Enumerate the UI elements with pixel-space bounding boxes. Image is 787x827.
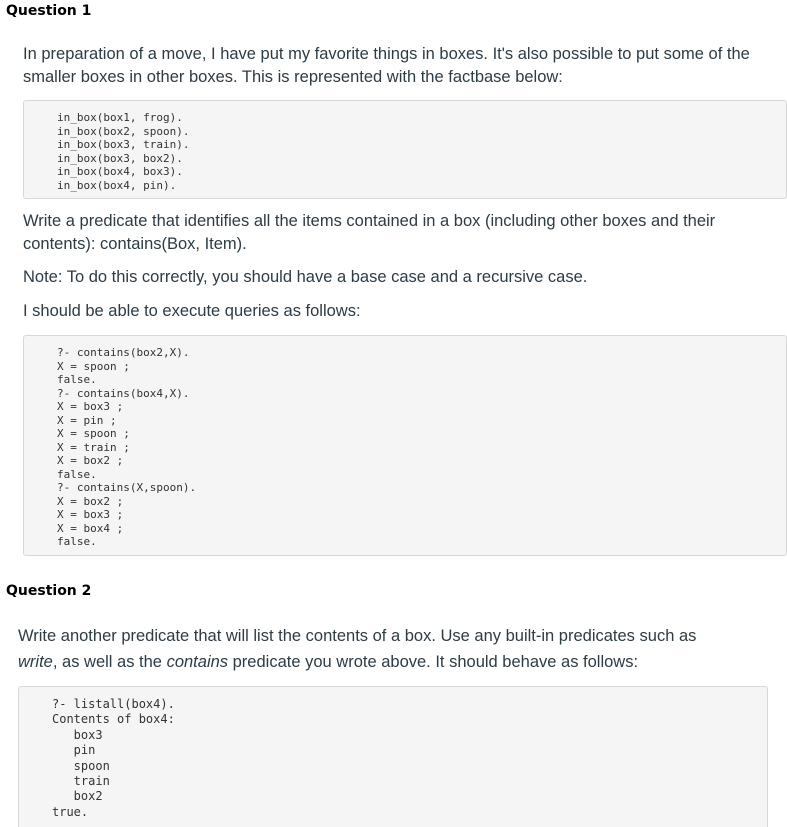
code-line: X = box3 ; <box>57 508 124 521</box>
question-2-intro-text: predicate you wrote above. It should behave as follows: <box>228 653 639 671</box>
question-1-note: Note: To do this correctly, you should have a base case and a recursive case. <box>23 268 588 286</box>
question-1-intro: In preparation of a move, I have put my favorite things in boxes. It's also possible to put some of the smaller boxes in other boxes. This is represented with the factbase below: <box>23 45 750 86</box>
code-line: ?- contains(box4,X). <box>57 386 190 400</box>
question-1-query-intro: I should be able to execute queries as follows: <box>23 302 361 320</box>
question-1-heading: Question 1 <box>6 3 92 19</box>
listall-example-code-block <box>18 686 768 827</box>
code-line: X = train ; <box>57 440 130 454</box>
code-line: true. <box>52 804 89 819</box>
code-line: X = pin ; <box>57 413 117 427</box>
factbase-code <box>57 111 786 192</box>
code-line: X = box3 ; <box>57 400 124 413</box>
code-line: X = box2 ; <box>57 494 124 508</box>
code-line: Contents of box4: <box>52 712 175 727</box>
code-line: false. <box>57 467 97 481</box>
code-line: in_box(box3, train). <box>57 138 190 151</box>
code-line: X = spoon ; <box>57 427 130 440</box>
code-line: false. <box>57 373 97 386</box>
contains-predicate-name: contains <box>166 653 229 671</box>
question-2-intro <box>18 623 708 675</box>
code-line: false. <box>57 535 97 548</box>
code-line: in_box(box3, box2). <box>57 151 183 165</box>
question-2-intro-text: , as well as the <box>52 653 167 671</box>
code-line: in_box(box4, pin). <box>57 178 177 192</box>
code-line: box3 <box>52 727 103 742</box>
code-line: pin <box>52 743 96 758</box>
code-line: in_box(box2, spoon). <box>57 124 190 138</box>
code-line: train <box>52 774 110 789</box>
factbase-code-block <box>23 100 787 199</box>
code-line: ?- contains(X,spoon). <box>57 481 197 494</box>
code-line: ?- listall(box4). <box>52 697 175 711</box>
code-line: X = spoon ; <box>57 359 130 373</box>
question-2-heading: Question 2 <box>6 583 92 599</box>
code-line: in_box(box4, box3). <box>57 165 183 178</box>
code-line: spoon <box>52 758 110 773</box>
code-line: in_box(box1, frog). <box>57 111 183 124</box>
code-line: box2 <box>52 789 103 804</box>
question-1-task: Write a predicate that identifies all the items contained in a box (including other boxes and their contents): contains(Box, Item). <box>23 212 716 253</box>
listall-example-code <box>52 697 767 820</box>
query-examples-code-block <box>23 335 787 556</box>
code-line: X = box4 ; <box>57 521 124 535</box>
question-2-intro-text: Write another predicate that will list the contents of a box. Use any built-in predicates such as <box>18 627 697 645</box>
query-examples-code <box>57 346 786 549</box>
write-predicate-name: write <box>18 653 53 671</box>
code-line: X = box2 ; <box>57 454 124 467</box>
code-line: ?- contains(box2,X). <box>57 346 190 359</box>
